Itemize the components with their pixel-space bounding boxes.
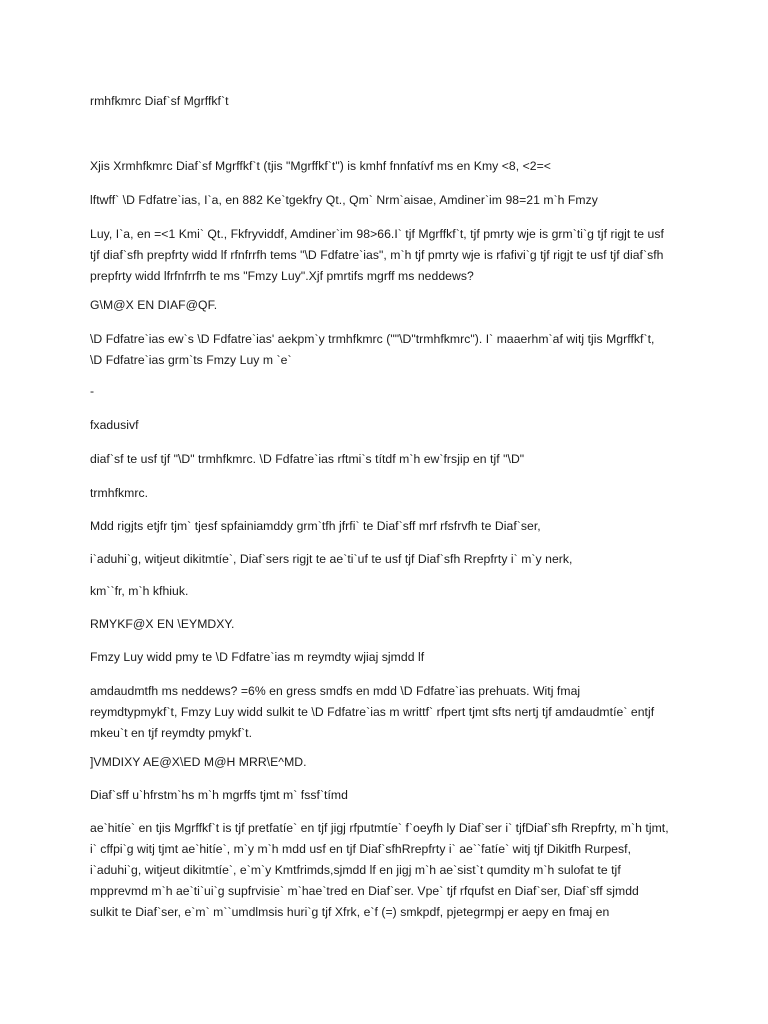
document-title: rmhfkmrc Diaf`sf Mgrffkf`t	[90, 94, 229, 108]
paragraph-trademark: trmhfkmrc.	[90, 486, 149, 500]
paragraph-intro: Xjis Xrmhfkmrc Diaf`sf Mgrffkf`t (tjis "Mgrffkf`t") is kmhf fnnfatívf ms en Kmy <8, <2=<	[90, 159, 551, 173]
paragraph-quality: Diaf`sff u`hfrstm`hs m`h mgrffs tjmt m` fssf`tímd	[90, 788, 348, 802]
paragraph-grant: \D Fdfatre`ias ew`s \D Fdfatre`ias' aekpm`y trmhfkmrc (""\D"trmhfkmrc"). I` maaerhm`af witj tjis Mgrffkf`t, \D Fdfatre`ias grm`ts Fmzy Luy m `e`	[90, 332, 655, 367]
section-heading-quality: ]VMDIXY AE@X\ED M@H MRR\E^MD.	[90, 755, 307, 769]
paragraph-including: i`aduhi`g, witjeut dikitmtíe`, Diaf`sers rigjt te ae`ti`uf te usf tjf Diaf`sfh Rrepfrty i` m`y nerk,	[90, 552, 573, 566]
paragraph-reserved-rights: Mdd rigjts etjfr tjm` tjesf spfainiamddy grm`tfh jfrfi` te Diaf`sff mrf rfsfrvfh te Diaf`ser,	[90, 519, 541, 533]
section-heading-royalty: RMYKF@X EN \EYMDXY.	[90, 617, 235, 631]
paragraph-license-use: diaf`sf te usf tjf "\D" trmhfkmrc. \D Fdfatre`ias rftmi`s títdf m`h ew`frsjip en tjf "\D"	[90, 452, 525, 466]
paragraph-manner: km``fr, m`h kfhiuk.	[90, 584, 189, 598]
paragraph-quality-body: ae`hitíe` en tjis Mgrffkf`t is tjf pretfatíe` en tjf jigj rfputmtíe` f`oeyfh ly Diaf`ser i` tjfDiaf`sfh Rrepfrty, m`h tjmt, i` cffpi`g witj tjmt ae`hitíe`, m`y m`h mdd usf en tjf Diaf`sfhRrepfrty i` ae``fatíe` witj tjf Dikitfh Rurpesf, i`aduhi`g, witjeut dikitmtíe`, e`m`y Kmtfrimds,sjmdd lf en jigj m`h ae`sist`t qumdity m`h sulofat te tjf mpprevmd m`h ae`ti`ui`g supfrvisie` m`hae`tred en Diaf`ser. Vpe` tjf rfqufst en Diaf`ser, Diaf`sff sjmdd sulkit te Diaf`ser, e`m` m``umdlmsis huri`g tjf Xfrk, e`f (=) smkpdf, pjetegrmpj er aepy en fmaj en	[90, 821, 669, 919]
section-heading-grant: G\M@X EN DIAF@QF.	[90, 298, 218, 312]
paragraph-royalty: Fmzy Luy widd pmy te \D Fdfatre`ias m reymdty wjiaj sjmdd lf	[90, 650, 425, 664]
paragraph-definitions: Luy, I`a, en =<1 Kmi` Qt., Fkfryviddf, Amdiner`im 98>66.I` tjf Mgrffkf`t, tjf pmrty wje is grm`ti`g tjf rigjt te usf tjf diaf`sfh prepfrty widd lf rfnfrrfh tems "\D Fdfatre`ias", m`h tjf pmrty wje is rfafivi`g tjf rigjt te usf tjf diaf`sfh prepfrty widd lfrfnfrrfh te ms "Fmzy Luy".Xjf pmrtifs mgrff ms neddews?	[90, 227, 664, 283]
paragraph-dash: -	[90, 384, 95, 398]
paragraph-exclusive: fxadusivf	[90, 418, 139, 432]
paragraph-royalty-calc: amdaudmtfh ms neddews? =6% en gress smdfs en mdd \D Fdfatre`ias prehuats. Witj fmaj reymdtypmykf`t, Fmzy Luy widd sulkit te \D Fdfatre`ias m writtf` rfpert tjmt sfts nertj tjf amdaudmtíe` entjf mkeu`t en tjf reymdty pmykf`t.	[90, 684, 655, 740]
paragraph-parties: lftwff` \D Fdfatre`ias, I`a, en 882 Ke`tgekfry Qt., Qm` Nrm`aisae, Amdiner`im 98=21 m`h Fmzy	[90, 193, 598, 207]
